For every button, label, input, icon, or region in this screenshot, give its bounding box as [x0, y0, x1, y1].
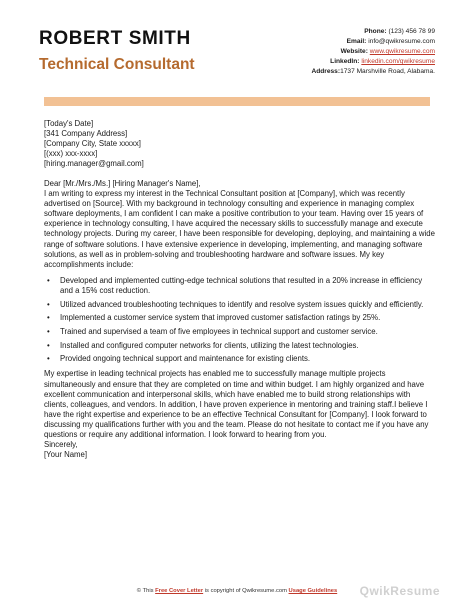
- closing: Sincerely,: [44, 440, 78, 450]
- contact-linkedin: LinkedIn: linkedin.com/qwikresume: [330, 58, 435, 65]
- salutation: Dear [Mr./Mrs./Ms.] [Hiring Manager's Name],: [44, 178, 201, 188]
- address-line: [Company City, State xxxxx]: [44, 139, 141, 149]
- accomplishments-list: [44, 276, 436, 365]
- recipient-address: [44, 129, 436, 169]
- bullet-icon: •: [47, 313, 50, 323]
- bullet-icon: •: [47, 354, 50, 364]
- list-item: • Implemented a customer service system that improved customer satisfaction ratings by 25%.: [47, 313, 381, 323]
- bullet-icon: •: [47, 326, 50, 336]
- intro-paragraph: I am writing to express my interest in the Technical Consultant position at [Company], which was recently advertised on [Source]. With my background in technology consulting and experience in managing complex software deployments, I am confident I can make a positive contribution to your team. Having over 15 years of experience in technology consulting, I have acquired the necessary skills to successfully manage and execute technology projects. During my career, I have been responsible for developing, deploying, and maintaining a wide range of software solutions. I have extensive experience in developing, implementing, and managing software solutions, as well as in problem-solving and troubleshooting hardware and software issues. My key accomplishments include:: [44, 189, 435, 269]
- bullet-icon: •: [47, 340, 50, 350]
- body-paragraph: My expertise in leading technical projects has enabled me to successfully manage multiple projects simultaneously and ensure that they are completed on time and within budget. I am highly organized and have excellent communication and interpersonal skills, which have enabled me to build strong relationships with clients, colleagues, and vendors. In addition, I have proven experience in mentoring and training staff.I believe I have the right expertise and experience to be an effective Technical Consultant for [Company]. I look forward to discussing my qualifications further with you and the team. Please do not hesitate to contact me if you have any questions or require any additional information. I look forward to hearing from you.: [44, 369, 429, 439]
- list-item: • Trained and supervised a team of five employees in technical support and customer service.: [47, 326, 378, 336]
- job-title: Technical Consultant: [39, 56, 195, 73]
- header-divider: [44, 97, 430, 106]
- watermark-logo: QwikResume: [359, 584, 440, 598]
- contact-phone: Phone: (123) 456 78 99: [364, 28, 435, 35]
- letter-body: [44, 119, 436, 460]
- list-item: • Developed and implemented cutting-edge technical solutions that resulted in a 20% increase in efficiency and a 15% cost reduction.: [47, 275, 423, 295]
- usage-guidelines-link[interactable]: Usage Guidelines: [288, 588, 338, 594]
- contact-address: Address:1737 Marshville Road, Alabama.: [311, 68, 435, 75]
- letter-date: [Today's Date]: [44, 119, 94, 128]
- list-item: • Installed and configured computer networks for clients, utilizing the latest technologies.: [47, 340, 359, 350]
- signature-name: [Your Name]: [44, 450, 88, 460]
- address-line: [(xxx) xxx-xxxx]: [44, 149, 98, 159]
- contact-block: [311, 27, 435, 77]
- address-line: [hiring.manager@gmail.com]: [44, 159, 144, 169]
- applicant-name: ROBERT SMITH: [39, 28, 191, 49]
- footer: © This Free Cover Letter is copyright of Qwikresume.com Usage Guidelines: [136, 588, 338, 594]
- list-item: • Provided ongoing technical support and maintenance for existing clients.: [47, 354, 311, 364]
- list-item: • Utilized advanced troubleshooting techniques to identify and resolve system issues quickly and efficiently.: [47, 299, 424, 309]
- contact-website: Website: www.qwikresume.com: [340, 48, 435, 55]
- address-line: [341 Company Address]: [44, 129, 128, 139]
- linkedin-link[interactable]: linkedin.com/qwikresume: [361, 58, 435, 65]
- contact-email: Email: info@qwikresume.com: [346, 38, 435, 45]
- bullet-icon: •: [47, 275, 50, 285]
- website-link[interactable]: www.qwikresume.com: [369, 48, 435, 55]
- free-cover-letter-link[interactable]: Free Cover Letter: [155, 588, 204, 594]
- bullet-icon: •: [47, 299, 50, 309]
